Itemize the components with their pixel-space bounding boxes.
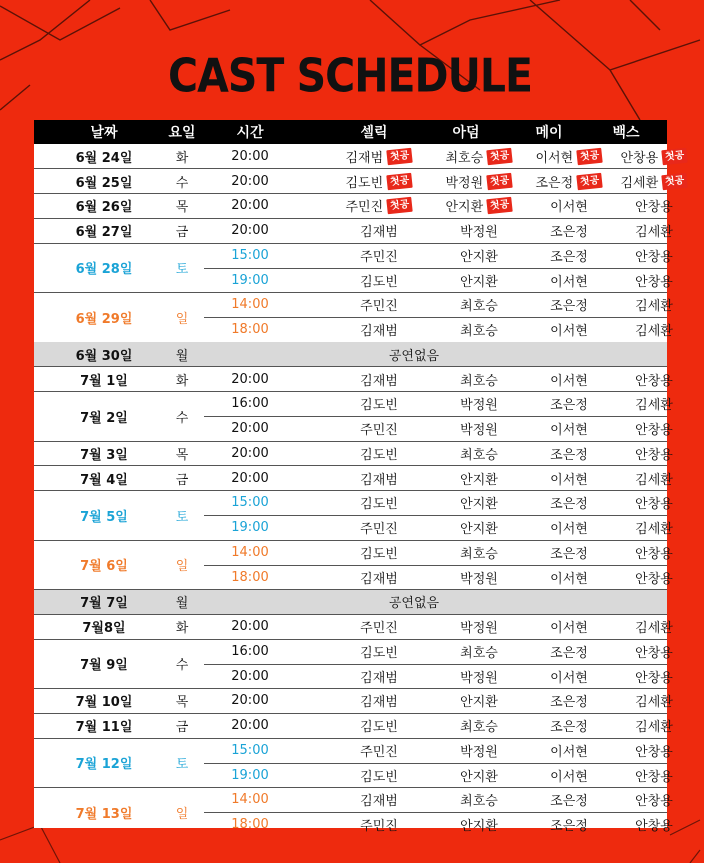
- cast-cell: [329, 218, 429, 243]
- cast-cell: [429, 317, 529, 342]
- cast-name: 안지환: [445, 200, 484, 216]
- premiere-badge: 첫공: [576, 148, 603, 166]
- cast-name: 김세환: [635, 621, 673, 637]
- cast-cell: [604, 367, 704, 392]
- page-title: CAST SCHEDULE: [168, 49, 532, 103]
- date-cell: 6월 29일: [75, 311, 133, 327]
- time-cell: 14:00: [231, 297, 269, 313]
- time-cell: 20:00: [231, 198, 269, 214]
- date-cell: 7월 13일: [75, 806, 133, 822]
- cast-cell: [429, 367, 529, 392]
- time-cell: 20:00: [231, 421, 269, 437]
- date-cell: 7월 12일: [75, 757, 133, 773]
- cast-name: 최호승: [460, 373, 498, 389]
- time-cell: 20:00: [231, 223, 269, 239]
- date-cell: 7월8일: [82, 621, 126, 637]
- header-col-cast-3: 메이: [535, 125, 563, 141]
- cast-name: 조은정: [550, 794, 588, 810]
- cast-cell: [429, 392, 529, 417]
- cast-cell: [329, 540, 429, 565]
- weekday-cell: 수: [175, 175, 189, 191]
- time-cell: 20:00: [231, 619, 269, 635]
- cast-name: 이서현: [550, 670, 588, 686]
- cast-cell: [429, 788, 529, 813]
- time-cell: 19:00: [231, 272, 269, 288]
- premiere-badge: 첫공: [576, 172, 603, 190]
- cast-name: 조은정: [535, 175, 574, 191]
- cast-name: 박정원: [460, 621, 498, 637]
- cast-name: 이서현: [550, 769, 588, 785]
- header-col-cast-4: 백스: [612, 125, 640, 141]
- premiere-badge: 첫공: [661, 172, 688, 190]
- cast-cell: [429, 268, 529, 293]
- cast-name: 박정원: [460, 398, 498, 414]
- cast-name: 최호승: [460, 299, 498, 315]
- cast-cell: [604, 614, 704, 639]
- cast-cell: [329, 194, 429, 219]
- cast-name: 조은정: [550, 497, 588, 513]
- cast-name: 김도빈: [360, 645, 398, 661]
- time-cell: 20:00: [231, 668, 269, 684]
- cast-cell: [329, 491, 429, 516]
- cast-cell: [429, 639, 529, 664]
- weekday-cell: 토: [175, 757, 189, 773]
- cast-cell: [429, 515, 529, 540]
- cast-name: 안창용: [635, 645, 673, 661]
- cast-name: 김세환: [635, 398, 673, 414]
- cast-name: 안창용: [635, 571, 673, 587]
- cast-name: 조은정: [550, 819, 588, 835]
- cast-cell: [604, 416, 704, 441]
- cast-name: 최호승: [460, 645, 498, 661]
- cast-cell: [429, 144, 529, 169]
- cast-cell: [604, 713, 704, 738]
- date-cell: 6월 24일: [75, 150, 133, 166]
- cast-cell: [429, 416, 529, 441]
- cast-cell: [604, 243, 704, 268]
- table-header: [34, 120, 667, 144]
- premiere-badge: 첫공: [386, 172, 413, 190]
- cast-cell: [429, 565, 529, 590]
- cast-cell: [329, 243, 429, 268]
- cast-name: 안지환: [460, 695, 498, 711]
- time-cell: 20:00: [231, 718, 269, 734]
- cast-name: 박정원: [460, 571, 498, 587]
- cast-name: 안지환: [460, 472, 498, 488]
- cast-name: 조은정: [550, 645, 588, 661]
- cast-name: 안창용: [635, 447, 673, 463]
- cast-name: 조은정: [550, 720, 588, 736]
- cast-name: 김세환: [635, 324, 673, 340]
- cast-cell: [604, 788, 704, 813]
- cast-cell: [604, 738, 704, 763]
- time-cell: 18:00: [231, 569, 269, 585]
- cast-cell: [429, 169, 529, 194]
- header-col-cast-1: 셀릭: [360, 125, 388, 141]
- cast-cell: [429, 664, 529, 689]
- cast-name: 이서현: [550, 423, 588, 439]
- cast-name: 김재범: [360, 225, 398, 241]
- cast-name: 김도빈: [360, 447, 398, 463]
- cast-name: 최호승: [460, 720, 498, 736]
- weekday-cell: 일: [175, 806, 189, 822]
- time-cell: 20:00: [231, 445, 269, 461]
- header-col-date: 날짜: [90, 125, 118, 141]
- cast-name: 조은정: [550, 546, 588, 562]
- time-cell: 20:00: [231, 371, 269, 387]
- cast-name: 안창용: [635, 200, 673, 216]
- cast-cell: [329, 144, 429, 169]
- cast-name: 김세환: [635, 299, 673, 315]
- time-cell: 16:00: [231, 643, 269, 659]
- cast-name: 김세환: [620, 175, 659, 191]
- date-cell: 7월 11일: [75, 720, 133, 736]
- cast-name: 주민진: [360, 819, 398, 835]
- weekday-cell: 일: [175, 311, 189, 327]
- cast-cell: [429, 614, 529, 639]
- cast-cell: [329, 416, 429, 441]
- cast-cell: [429, 689, 529, 714]
- date-cell: 7월 4일: [80, 472, 128, 488]
- cast-name: 박정원: [460, 225, 498, 241]
- cast-name: 김재범: [360, 794, 398, 810]
- cast-name: 이서현: [535, 150, 574, 166]
- weekday-cell: 금: [175, 472, 189, 488]
- cast-cell: [604, 565, 704, 590]
- premiere-badge: 첫공: [486, 172, 513, 190]
- weekday-cell: 금: [175, 225, 189, 241]
- no-performance-note: 공연없음: [388, 596, 440, 612]
- cast-cell: [329, 317, 429, 342]
- cast-cell: [429, 812, 529, 837]
- cast-name: 주민진: [360, 423, 398, 439]
- cast-name: 안지환: [460, 249, 498, 265]
- cast-cell: [429, 540, 529, 565]
- time-cell: 14:00: [231, 792, 269, 808]
- premiere-badge: 첫공: [486, 148, 513, 166]
- cast-name: 안지환: [460, 819, 498, 835]
- cast-name: 안창용: [635, 794, 673, 810]
- cast-cell: [329, 268, 429, 293]
- cast-name: 김세환: [635, 695, 673, 711]
- cast-name: 김도빈: [360, 769, 398, 785]
- time-cell: 18:00: [231, 322, 269, 338]
- cast-name: 안창용: [635, 497, 673, 513]
- cast-name: 이서현: [550, 621, 588, 637]
- weekday-cell: 목: [175, 447, 189, 463]
- cast-cell: [604, 268, 704, 293]
- cast-name: 최호승: [460, 447, 498, 463]
- time-cell: 20:00: [231, 173, 269, 189]
- date-cell: 7월 6일: [80, 559, 128, 575]
- cast-cell: [329, 614, 429, 639]
- date-cell: 6월 25일: [75, 175, 133, 191]
- cast-cell: [329, 738, 429, 763]
- cast-name: 조은정: [550, 398, 588, 414]
- time-cell: 19:00: [231, 520, 269, 536]
- cast-name: 안창용: [635, 373, 673, 389]
- cast-cell: [329, 689, 429, 714]
- cast-name: 최호승: [460, 794, 498, 810]
- cast-name: 김재범: [360, 695, 398, 711]
- cast-name: 안창용: [635, 819, 673, 835]
- cast-name: 조은정: [550, 225, 588, 241]
- weekday-cell: 목: [175, 200, 189, 216]
- cast-cell: [429, 293, 529, 318]
- cast-name: 박정원: [445, 175, 484, 191]
- cast-name: 김도빈: [360, 546, 398, 562]
- time-cell: 20:00: [231, 148, 269, 164]
- cast-name: 김도빈: [360, 398, 398, 414]
- date-cell: 6월 27일: [75, 225, 133, 241]
- cast-name: 박정원: [460, 670, 498, 686]
- cast-cell: [604, 293, 704, 318]
- cast-name: 안창용: [635, 249, 673, 265]
- weekday-cell: 목: [175, 695, 189, 711]
- cast-cell: [604, 169, 704, 194]
- cast-cell: [329, 812, 429, 837]
- cast-cell: [429, 763, 529, 788]
- weekday-cell: 수: [175, 658, 189, 674]
- weekday-cell: 월: [175, 348, 189, 364]
- cast-name: 이서현: [550, 472, 588, 488]
- header-col-time: 시간: [236, 125, 264, 141]
- cast-cell: [429, 194, 529, 219]
- header-col-cast-2: 아덤: [452, 125, 480, 141]
- cast-cell: [329, 639, 429, 664]
- no-performance-note: 공연없음: [388, 348, 440, 364]
- date-cell: 6월 30일: [75, 348, 133, 364]
- cast-name: 이서현: [550, 200, 588, 216]
- weekday-cell: 일: [175, 559, 189, 575]
- cast-name: 이서현: [550, 274, 588, 290]
- cast-name: 최호승: [445, 150, 484, 166]
- cast-cell: [329, 763, 429, 788]
- premiere-badge: 첫공: [386, 197, 413, 215]
- cast-name: 주민진: [360, 522, 398, 538]
- cast-cell: [604, 540, 704, 565]
- date-cell: 7월 1일: [80, 373, 128, 389]
- cast-name: 안창용: [635, 670, 673, 686]
- premiere-badge: 첫공: [486, 197, 513, 215]
- cast-cell: [604, 218, 704, 243]
- cast-name: 안창용: [635, 423, 673, 439]
- cast-name: 김도빈: [360, 274, 398, 290]
- date-cell: 7월 7일: [80, 596, 128, 612]
- cast-cell: [329, 515, 429, 540]
- cast-name: 조은정: [550, 299, 588, 315]
- weekday-cell: 토: [175, 262, 189, 278]
- weekday-cell: 수: [175, 410, 189, 426]
- cast-name: 안창용: [635, 274, 673, 290]
- cast-cell: [604, 466, 704, 491]
- weekday-cell: 화: [175, 621, 189, 637]
- weekday-cell: 월: [175, 596, 189, 612]
- cast-name: 김재범: [360, 571, 398, 587]
- time-cell: 16:00: [231, 396, 269, 412]
- cast-name: 안지환: [460, 769, 498, 785]
- date-cell: 7월 2일: [80, 410, 128, 426]
- cast-name: 김세환: [635, 720, 673, 736]
- date-cell: 7월 10일: [75, 695, 133, 711]
- cast-cell: [429, 738, 529, 763]
- cast-name: 안지환: [460, 497, 498, 513]
- cast-name: 조은정: [550, 249, 588, 265]
- cast-cell: [329, 788, 429, 813]
- cast-cell: [604, 763, 704, 788]
- cast-name: 김도빈: [360, 720, 398, 736]
- cast-cell: [604, 441, 704, 466]
- cast-cell: [604, 689, 704, 714]
- cast-name: 주민진: [345, 200, 384, 216]
- weekday-cell: 화: [175, 150, 189, 166]
- cast-name: 김재범: [360, 373, 398, 389]
- cast-cell: [329, 441, 429, 466]
- weekday-cell: 토: [175, 509, 189, 525]
- schedule-table: [34, 120, 686, 835]
- cast-cell: [604, 812, 704, 837]
- cast-cell: [604, 194, 704, 219]
- cast-cell: [429, 218, 529, 243]
- cast-name: 이서현: [550, 373, 588, 389]
- cast-cell: [329, 392, 429, 417]
- cast-name: 조은정: [550, 695, 588, 711]
- time-cell: 14:00: [231, 544, 269, 560]
- cast-cell: [329, 169, 429, 194]
- cast-cell: [604, 515, 704, 540]
- cast-cell: [329, 466, 429, 491]
- time-cell: 15:00: [231, 742, 269, 758]
- time-cell: 18:00: [231, 817, 269, 833]
- cast-cell: [429, 466, 529, 491]
- weekday-cell: 화: [175, 373, 189, 389]
- cast-cell: [329, 367, 429, 392]
- cast-cell: [329, 565, 429, 590]
- cast-cell: [329, 664, 429, 689]
- cast-name: 이서현: [550, 522, 588, 538]
- cast-name: 주민진: [360, 299, 398, 315]
- cast-name: 안창용: [635, 769, 673, 785]
- cast-cell: [604, 317, 704, 342]
- cast-cell: [429, 243, 529, 268]
- cast-name: 주민진: [360, 744, 398, 760]
- cast-cell: [329, 293, 429, 318]
- premiere-badge: 첫공: [661, 148, 688, 166]
- cast-name: 이서현: [550, 571, 588, 587]
- cast-cell: [429, 441, 529, 466]
- cast-name: 김재범: [345, 150, 384, 166]
- cast-name: 김도빈: [345, 175, 384, 191]
- cast-name: 박정원: [460, 744, 498, 760]
- cast-name: 주민진: [360, 621, 398, 637]
- date-cell: 7월 9일: [80, 658, 128, 674]
- date-cell: 7월 5일: [80, 509, 128, 525]
- cast-name: 김재범: [360, 324, 398, 340]
- cast-name: 안지환: [460, 522, 498, 538]
- time-cell: 19:00: [231, 767, 269, 783]
- cast-name: 김세환: [635, 522, 673, 538]
- time-cell: 15:00: [231, 495, 269, 511]
- cast-name: 안창용: [635, 744, 673, 760]
- premiere-badge: 첫공: [386, 148, 413, 166]
- cast-name: 김재범: [360, 670, 398, 686]
- cast-cell: [604, 639, 704, 664]
- cast-name: 최호승: [460, 546, 498, 562]
- cast-name: 김도빈: [360, 497, 398, 513]
- cast-cell: [429, 713, 529, 738]
- cast-name: 안창용: [635, 546, 673, 562]
- cast-name: 김세환: [635, 472, 673, 488]
- cast-cell: [604, 491, 704, 516]
- date-cell: 7월 3일: [80, 447, 128, 463]
- time-cell: 20:00: [231, 693, 269, 709]
- cast-name: 안지환: [460, 274, 498, 290]
- cast-name: 주민진: [360, 249, 398, 265]
- cast-cell: [604, 144, 704, 169]
- cast-name: 김재범: [360, 472, 398, 488]
- cast-cell: [429, 491, 529, 516]
- cast-cell: [329, 713, 429, 738]
- time-cell: 15:00: [231, 247, 269, 263]
- weekday-cell: 금: [175, 720, 189, 736]
- cast-name: 최호승: [460, 324, 498, 340]
- cast-cell: [604, 664, 704, 689]
- cast-name: 안창용: [620, 150, 659, 166]
- header-col-dow: 요일: [168, 125, 196, 141]
- cast-name: 김세환: [635, 225, 673, 241]
- cast-name: 박정원: [460, 423, 498, 439]
- date-cell: 6월 28일: [75, 262, 133, 278]
- cast-name: 이서현: [550, 324, 588, 340]
- cast-cell: [604, 392, 704, 417]
- cast-name: 조은정: [550, 447, 588, 463]
- cast-name: 이서현: [550, 744, 588, 760]
- time-cell: 20:00: [231, 470, 269, 486]
- date-cell: 6월 26일: [75, 200, 133, 216]
